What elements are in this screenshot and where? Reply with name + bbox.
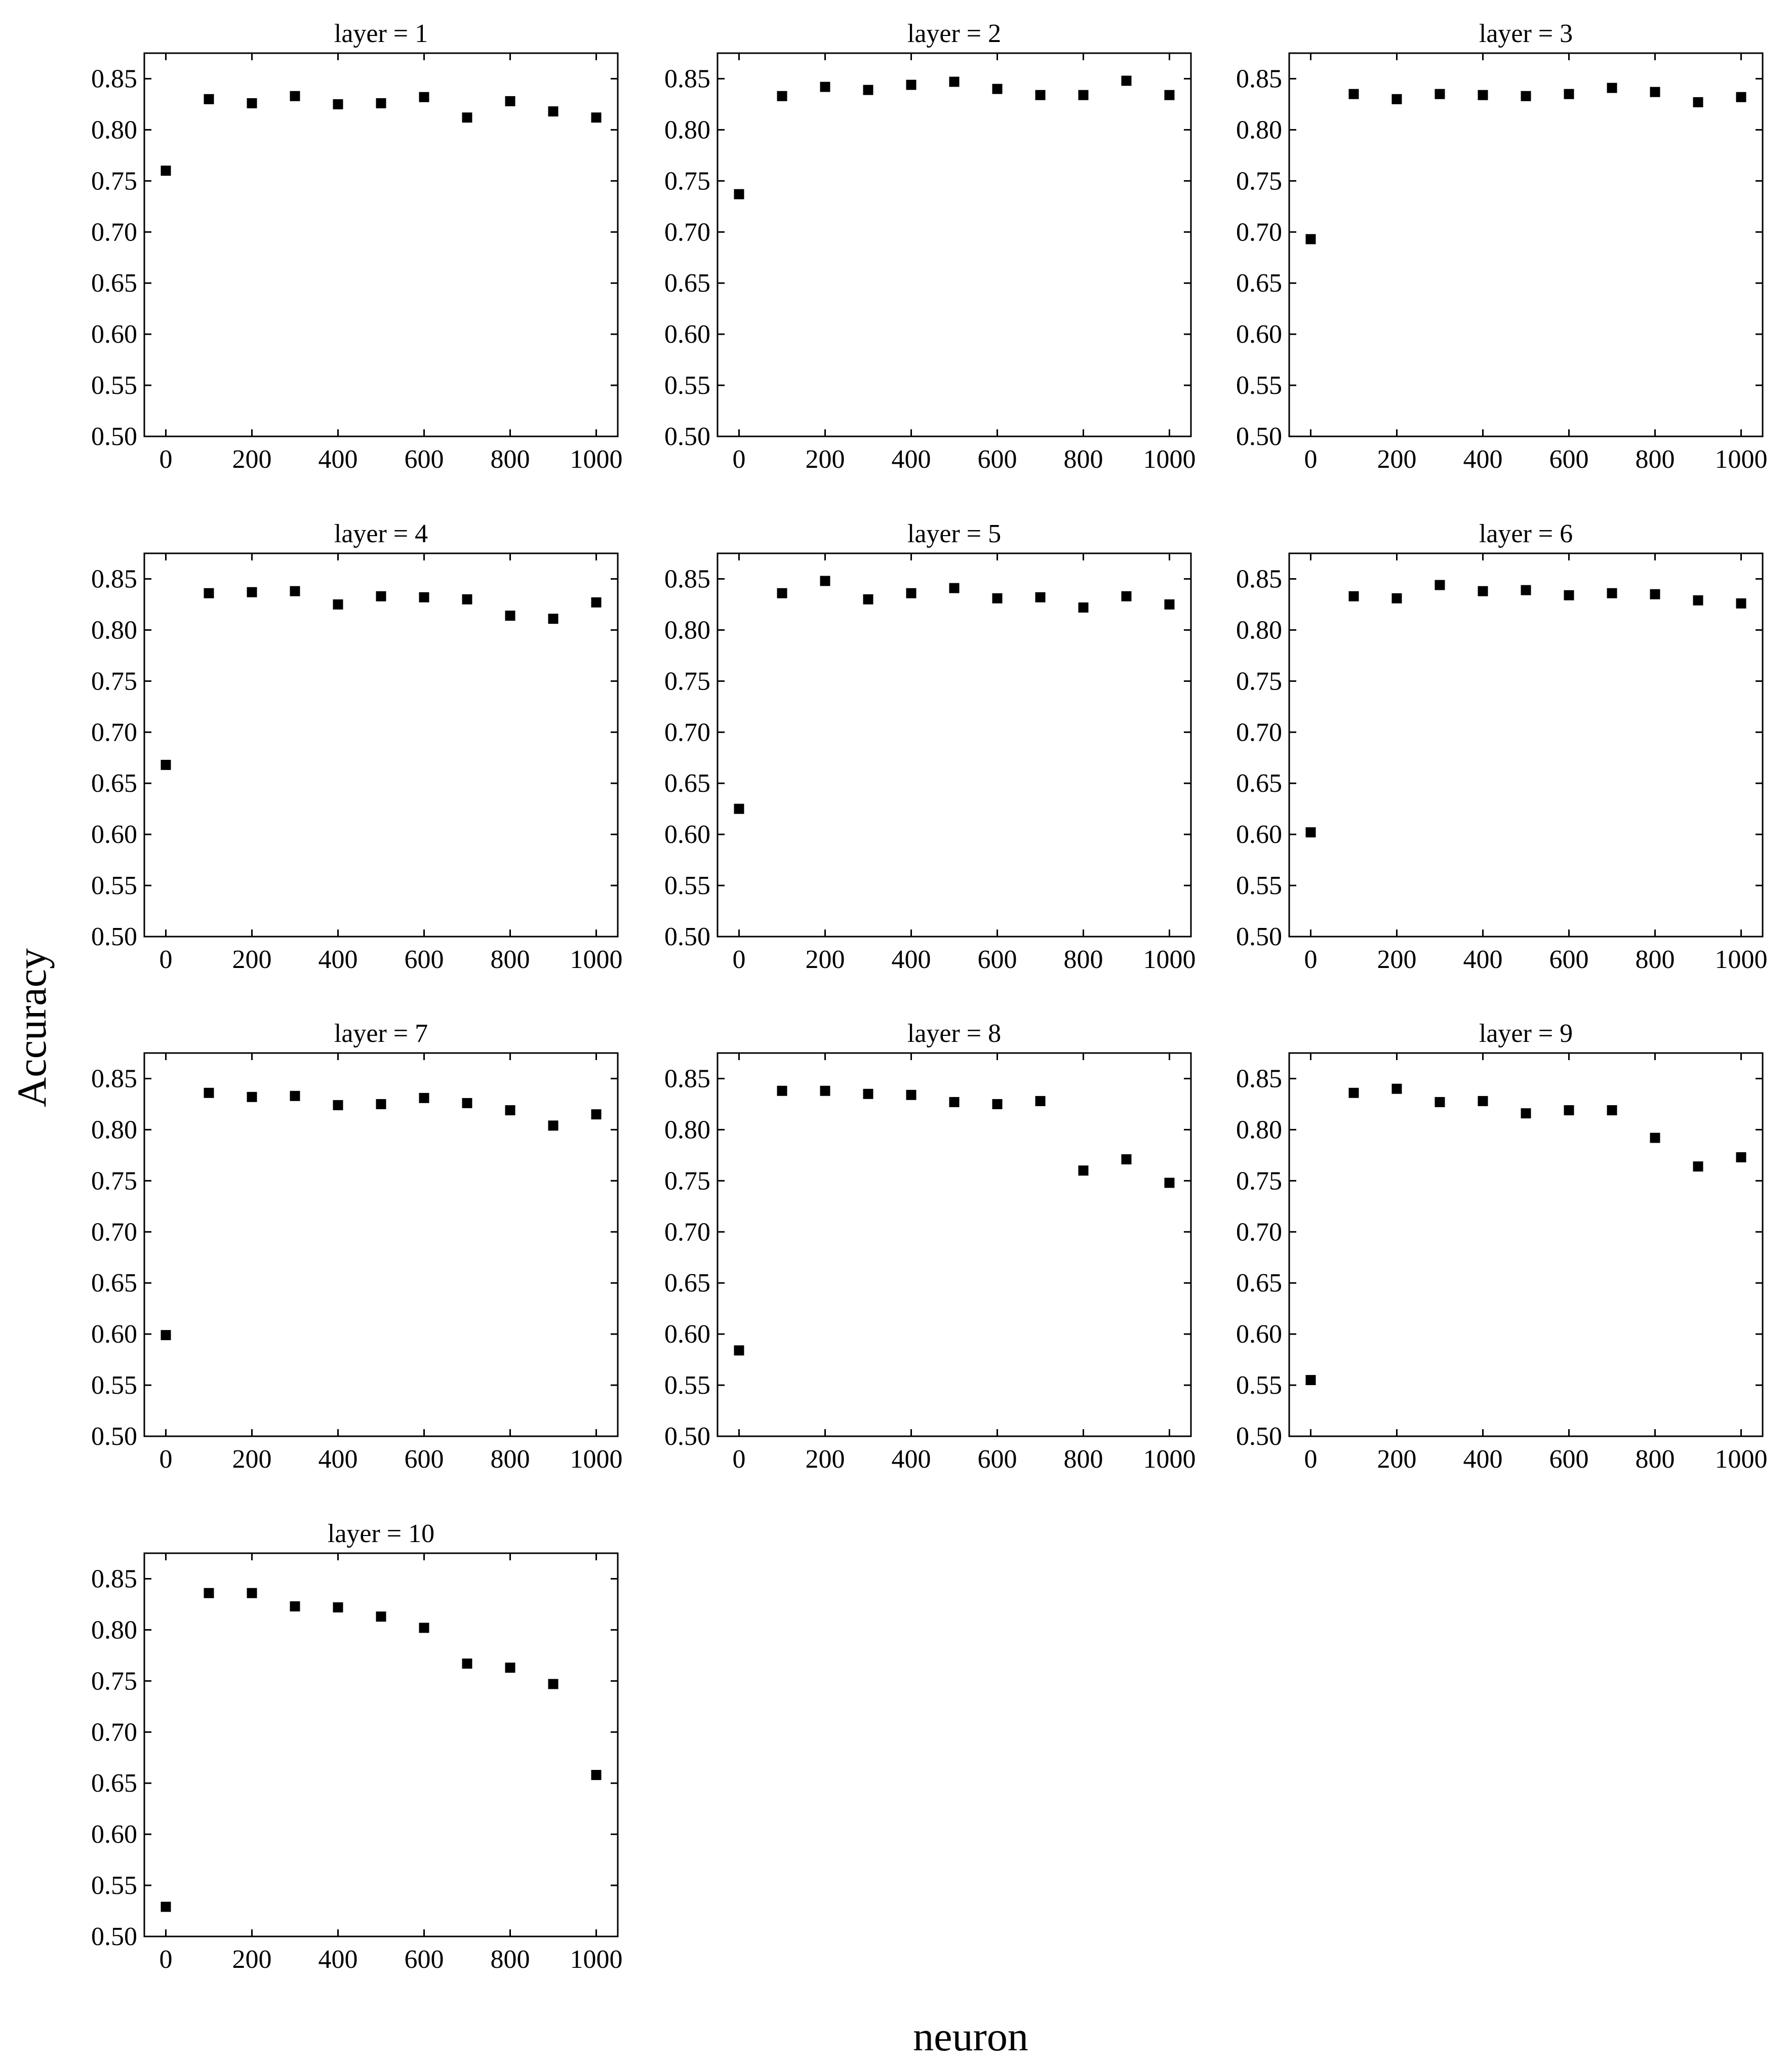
x-tick-label: 200 (805, 945, 845, 974)
x-tick-label: 200 (232, 1945, 272, 1974)
data-point (1306, 234, 1316, 244)
x-tick-label: 0 (159, 945, 173, 974)
data-point (247, 1092, 257, 1102)
x-tick-label: 800 (490, 1445, 530, 1474)
y-tick-label: 0.80 (91, 1115, 137, 1145)
y-tick-label: 0.85 (91, 1564, 137, 1594)
x-tick-label: 600 (1549, 445, 1589, 474)
plot-frame (144, 1053, 618, 1436)
x-tick-label: 0 (732, 445, 746, 474)
y-tick-label: 0.65 (91, 269, 137, 298)
y-tick-label: 0.60 (91, 1320, 137, 1349)
y-tick-label: 0.60 (91, 820, 137, 850)
data-point (505, 96, 515, 106)
data-point (1079, 1165, 1089, 1176)
y-tick-label: 0.75 (91, 1667, 137, 1696)
x-tick-label: 1000 (570, 1945, 623, 1974)
data-point (204, 1088, 214, 1098)
data-point (247, 1588, 257, 1598)
x-tick-label: 600 (1549, 945, 1589, 974)
x-tick-label: 600 (977, 1445, 1017, 1474)
y-tick-label: 0.75 (664, 1166, 710, 1196)
data-point (820, 82, 830, 92)
data-point (1478, 1096, 1488, 1106)
data-point (204, 1588, 214, 1598)
y-tick-label: 0.55 (664, 1371, 710, 1400)
data-point (1736, 92, 1746, 102)
data-point (1564, 590, 1574, 600)
x-tick-label: 600 (977, 445, 1017, 474)
plot-frame (144, 53, 618, 436)
data-point (290, 1091, 300, 1101)
data-point (161, 166, 171, 176)
data-point (1607, 1105, 1617, 1115)
data-point (161, 1902, 171, 1912)
x-tick-label: 400 (891, 945, 931, 974)
data-point (161, 760, 171, 770)
y-tick-label: 0.55 (664, 871, 710, 901)
y-tick-label: 0.50 (91, 1922, 137, 1951)
plot-frame (1289, 553, 1763, 937)
data-point (591, 1770, 602, 1780)
data-point (419, 1623, 429, 1633)
y-tick-label: 0.75 (91, 667, 137, 696)
x-tick-label: 0 (1304, 945, 1318, 974)
panel-layer-8 (664, 1019, 1196, 1474)
x-tick-label: 200 (232, 945, 272, 974)
data-point (1564, 89, 1574, 99)
y-tick-label: 0.50 (664, 422, 710, 451)
data-point (1349, 591, 1359, 601)
data-point (376, 1611, 386, 1622)
data-point (1607, 588, 1617, 598)
x-tick-label: 800 (1635, 1445, 1675, 1474)
data-point (1478, 586, 1488, 596)
data-point (1349, 89, 1359, 99)
data-point (290, 1601, 300, 1611)
panel-title: layer = 10 (327, 1519, 435, 1548)
x-tick-label: 400 (318, 945, 358, 974)
x-tick-label: 800 (490, 945, 530, 974)
data-point (1392, 1084, 1402, 1094)
data-point (1693, 595, 1703, 605)
panel-title: layer = 2 (907, 19, 1002, 48)
x-tick-label: 600 (404, 1945, 444, 1974)
panel-layer-5 (664, 519, 1196, 974)
x-tick-label: 400 (1463, 945, 1503, 974)
y-tick-label: 0.55 (91, 871, 137, 901)
data-point (505, 1105, 515, 1115)
y-tick-label: 0.50 (91, 1422, 137, 1451)
data-point (548, 1120, 559, 1130)
panel-layer-4 (91, 519, 623, 974)
x-tick-label: 0 (1304, 445, 1318, 474)
data-point (204, 588, 214, 598)
panel-title: layer = 3 (1479, 19, 1573, 48)
data-point (1435, 580, 1445, 590)
x-tick-label: 600 (404, 1445, 444, 1474)
data-point (1478, 90, 1488, 100)
x-tick-label: 1000 (1715, 445, 1768, 474)
y-tick-label: 0.85 (664, 1064, 710, 1094)
data-point (1306, 827, 1316, 837)
panel-title: layer = 9 (1479, 1019, 1573, 1048)
x-tick-label: 600 (404, 445, 444, 474)
y-tick-label: 0.50 (91, 922, 137, 951)
y-tick-label: 0.70 (91, 1218, 137, 1247)
y-tick-label: 0.80 (1236, 616, 1282, 645)
y-tick-label: 0.55 (1236, 371, 1282, 400)
data-point (462, 1659, 472, 1669)
y-tick-label: 0.50 (1236, 422, 1282, 451)
x-tick-label: 400 (1463, 445, 1503, 474)
y-tick-label: 0.60 (664, 1320, 710, 1349)
panel-title: layer = 6 (1479, 519, 1573, 548)
x-tick-label: 600 (977, 945, 1017, 974)
data-point (333, 99, 343, 109)
y-tick-label: 0.70 (91, 218, 137, 247)
y-tick-label: 0.50 (664, 1422, 710, 1451)
data-point (1392, 94, 1402, 104)
data-point (1736, 1152, 1746, 1162)
data-point (734, 1345, 744, 1355)
data-point (734, 189, 744, 199)
data-point (462, 1098, 472, 1108)
data-point (462, 594, 472, 604)
data-point (333, 1602, 343, 1612)
y-tick-label: 0.70 (664, 718, 710, 747)
data-point (204, 94, 214, 104)
y-tick-label: 0.60 (1236, 320, 1282, 349)
data-point (777, 588, 787, 598)
x-tick-label: 200 (232, 1445, 272, 1474)
x-tick-label: 800 (1063, 445, 1103, 474)
y-tick-label: 0.55 (91, 1871, 137, 1901)
x-tick-label: 800 (490, 1945, 530, 1974)
y-tick-label: 0.55 (91, 1371, 137, 1400)
panel-layer-9 (1236, 1019, 1768, 1474)
data-point (1165, 599, 1175, 610)
y-tick-label: 0.60 (664, 320, 710, 349)
y-tick-label: 0.80 (1236, 1115, 1282, 1145)
plot-frame (144, 1553, 618, 1936)
y-tick-label: 0.60 (91, 320, 137, 349)
y-tick-label: 0.70 (1236, 718, 1282, 747)
data-point (734, 804, 744, 814)
panel-layer-6 (1236, 519, 1768, 974)
y-tick-label: 0.60 (664, 820, 710, 850)
x-tick-label: 1000 (1143, 1445, 1196, 1474)
data-point (863, 594, 873, 604)
x-tick-label: 400 (891, 1445, 931, 1474)
y-tick-label: 0.55 (664, 371, 710, 400)
data-point (820, 1086, 830, 1096)
x-tick-label: 1000 (570, 445, 623, 474)
panels (91, 19, 1768, 1974)
x-tick-label: 0 (732, 945, 746, 974)
data-point (1650, 87, 1660, 97)
data-point (591, 112, 602, 123)
data-point (1650, 1133, 1660, 1143)
panel-title: layer = 5 (907, 519, 1002, 548)
data-point (1079, 602, 1089, 613)
data-point (548, 106, 559, 116)
y-tick-label: 0.75 (91, 167, 137, 196)
data-point (1036, 592, 1046, 602)
data-point (333, 599, 343, 610)
y-tick-label: 0.65 (1236, 269, 1282, 298)
y-tick-label: 0.80 (91, 1615, 137, 1645)
data-point (992, 1099, 1003, 1109)
y-tick-label: 0.80 (1236, 115, 1282, 145)
x-tick-label: 200 (232, 445, 272, 474)
x-tick-label: 400 (318, 1945, 358, 1974)
data-point (1165, 90, 1175, 100)
data-point (419, 592, 429, 602)
y-tick-label: 0.65 (1236, 769, 1282, 798)
data-point (548, 614, 559, 624)
panel-layer-2 (664, 19, 1196, 474)
data-point (820, 576, 830, 586)
y-tick-label: 0.65 (664, 769, 710, 798)
data-point (247, 587, 257, 597)
x-tick-label: 1000 (570, 945, 623, 974)
y-tick-label: 0.65 (664, 1269, 710, 1298)
data-point (1165, 1178, 1175, 1188)
data-point (1607, 83, 1617, 93)
data-point (1564, 1105, 1574, 1115)
plot-frame (718, 553, 1191, 937)
y-tick-label: 0.75 (664, 167, 710, 196)
data-point (591, 1109, 602, 1119)
y-tick-label: 0.65 (91, 1769, 137, 1798)
data-point (1435, 89, 1445, 99)
y-tick-label: 0.55 (1236, 1371, 1282, 1400)
data-point (1693, 97, 1703, 107)
y-tick-label: 0.70 (91, 1718, 137, 1747)
y-tick-label: 0.50 (664, 922, 710, 951)
data-point (591, 597, 602, 608)
x-tick-label: 200 (1377, 1445, 1417, 1474)
y-tick-label: 0.60 (1236, 1320, 1282, 1349)
x-tick-label: 400 (318, 1445, 358, 1474)
data-point (1521, 1108, 1531, 1118)
x-tick-label: 0 (159, 445, 173, 474)
panel-layer-3 (1236, 19, 1768, 474)
x-tick-label: 600 (1549, 1445, 1589, 1474)
y-tick-label: 0.85 (91, 1064, 137, 1094)
y-tick-label: 0.60 (1236, 820, 1282, 850)
data-point (1122, 1154, 1132, 1164)
y-tick-label: 0.75 (1236, 1166, 1282, 1196)
x-tick-label: 200 (805, 445, 845, 474)
x-tick-label: 200 (1377, 445, 1417, 474)
y-tick-label: 0.85 (1236, 564, 1282, 594)
x-tick-label: 1000 (570, 1445, 623, 1474)
x-tick-label: 200 (805, 1445, 845, 1474)
x-tick-label: 800 (1063, 1445, 1103, 1474)
data-point (1036, 90, 1046, 100)
y-tick-label: 0.80 (664, 115, 710, 145)
data-point (1435, 1097, 1445, 1107)
y-tick-label: 0.75 (664, 667, 710, 696)
data-point (1392, 593, 1402, 603)
y-tick-label: 0.70 (664, 1218, 710, 1247)
data-point (863, 85, 873, 95)
x-tick-label: 600 (404, 945, 444, 974)
x-tick-label: 800 (1063, 945, 1103, 974)
data-point (1349, 1088, 1359, 1098)
data-point (949, 1097, 960, 1107)
y-tick-label: 0.85 (91, 64, 137, 94)
plot-frame (144, 553, 618, 937)
x-tick-label: 0 (1304, 1445, 1318, 1474)
y-axis-label: Accuracy (9, 948, 55, 1108)
y-tick-label: 0.50 (91, 422, 137, 451)
x-tick-label: 1000 (1715, 1445, 1768, 1474)
y-tick-label: 0.80 (91, 616, 137, 645)
data-point (1693, 1161, 1703, 1171)
y-tick-label: 0.70 (1236, 218, 1282, 247)
panel-title: layer = 4 (334, 519, 428, 548)
y-tick-label: 0.65 (664, 269, 710, 298)
y-tick-label: 0.75 (1236, 667, 1282, 696)
y-tick-label: 0.60 (91, 1820, 137, 1849)
data-point (1122, 76, 1132, 86)
x-tick-label: 800 (1635, 445, 1675, 474)
data-point (906, 80, 917, 90)
data-point (376, 98, 386, 108)
data-point (290, 91, 300, 101)
x-axis-label: neuron (913, 2013, 1028, 2059)
x-tick-label: 0 (159, 1945, 173, 1974)
y-tick-label: 0.80 (91, 115, 137, 145)
x-tick-label: 0 (732, 1445, 746, 1474)
data-point (949, 77, 960, 87)
data-point (376, 1099, 386, 1109)
panel-layer-7 (91, 1019, 623, 1474)
data-point (777, 1086, 787, 1096)
plot-frame (1289, 53, 1763, 436)
x-tick-label: 800 (490, 445, 530, 474)
data-point (505, 1663, 515, 1673)
y-tick-label: 0.85 (664, 64, 710, 94)
y-tick-label: 0.65 (1236, 1269, 1282, 1298)
data-point (419, 92, 429, 102)
data-point (505, 611, 515, 621)
x-tick-label: 1000 (1143, 445, 1196, 474)
x-tick-label: 400 (318, 445, 358, 474)
y-tick-label: 0.70 (91, 718, 137, 747)
data-point (1736, 598, 1746, 609)
data-point (1079, 90, 1089, 100)
data-point (777, 91, 787, 101)
data-point (949, 583, 960, 593)
y-tick-label: 0.80 (664, 1115, 710, 1145)
data-point (992, 593, 1003, 603)
data-point (1122, 591, 1132, 601)
x-tick-label: 0 (159, 1445, 173, 1474)
x-tick-label: 400 (1463, 1445, 1503, 1474)
y-tick-label: 0.75 (91, 1166, 137, 1196)
data-point (161, 1330, 171, 1340)
panel-title: layer = 8 (907, 1019, 1002, 1048)
panel-title: layer = 7 (334, 1019, 428, 1048)
y-tick-label: 0.75 (1236, 167, 1282, 196)
data-point (419, 1093, 429, 1103)
data-point (863, 1089, 873, 1099)
y-tick-label: 0.85 (664, 564, 710, 594)
y-tick-label: 0.85 (1236, 1064, 1282, 1094)
data-point (290, 586, 300, 596)
y-tick-label: 0.55 (1236, 871, 1282, 901)
data-point (1650, 589, 1660, 599)
y-tick-label: 0.65 (91, 769, 137, 798)
y-tick-label: 0.70 (1236, 1218, 1282, 1247)
plot-frame (718, 1053, 1191, 1436)
y-tick-label: 0.55 (91, 371, 137, 400)
panel-title: layer = 1 (334, 19, 428, 48)
y-tick-label: 0.85 (1236, 64, 1282, 94)
data-point (247, 98, 257, 108)
y-tick-label: 0.50 (1236, 922, 1282, 951)
y-tick-label: 0.70 (664, 218, 710, 247)
x-tick-label: 200 (1377, 945, 1417, 974)
x-tick-label: 1000 (1715, 945, 1768, 974)
x-tick-label: 800 (1635, 945, 1675, 974)
data-point (906, 1090, 917, 1100)
x-tick-label: 1000 (1143, 945, 1196, 974)
data-point (548, 1679, 559, 1689)
data-point (462, 112, 472, 123)
data-point (992, 84, 1003, 94)
panel-layer-10 (91, 1519, 623, 1974)
y-tick-label: 0.50 (1236, 1422, 1282, 1451)
y-tick-label: 0.80 (664, 616, 710, 645)
data-point (333, 1100, 343, 1110)
data-point (376, 591, 386, 601)
x-tick-label: 400 (891, 445, 931, 474)
data-point (1521, 585, 1531, 595)
plot-frame (718, 53, 1191, 436)
data-point (1036, 1096, 1046, 1106)
panel-layer-1 (91, 19, 623, 474)
data-point (1521, 91, 1531, 101)
data-point (906, 588, 917, 598)
y-tick-label: 0.85 (91, 564, 137, 594)
y-tick-label: 0.65 (91, 1269, 137, 1298)
data-point (1306, 1375, 1316, 1385)
